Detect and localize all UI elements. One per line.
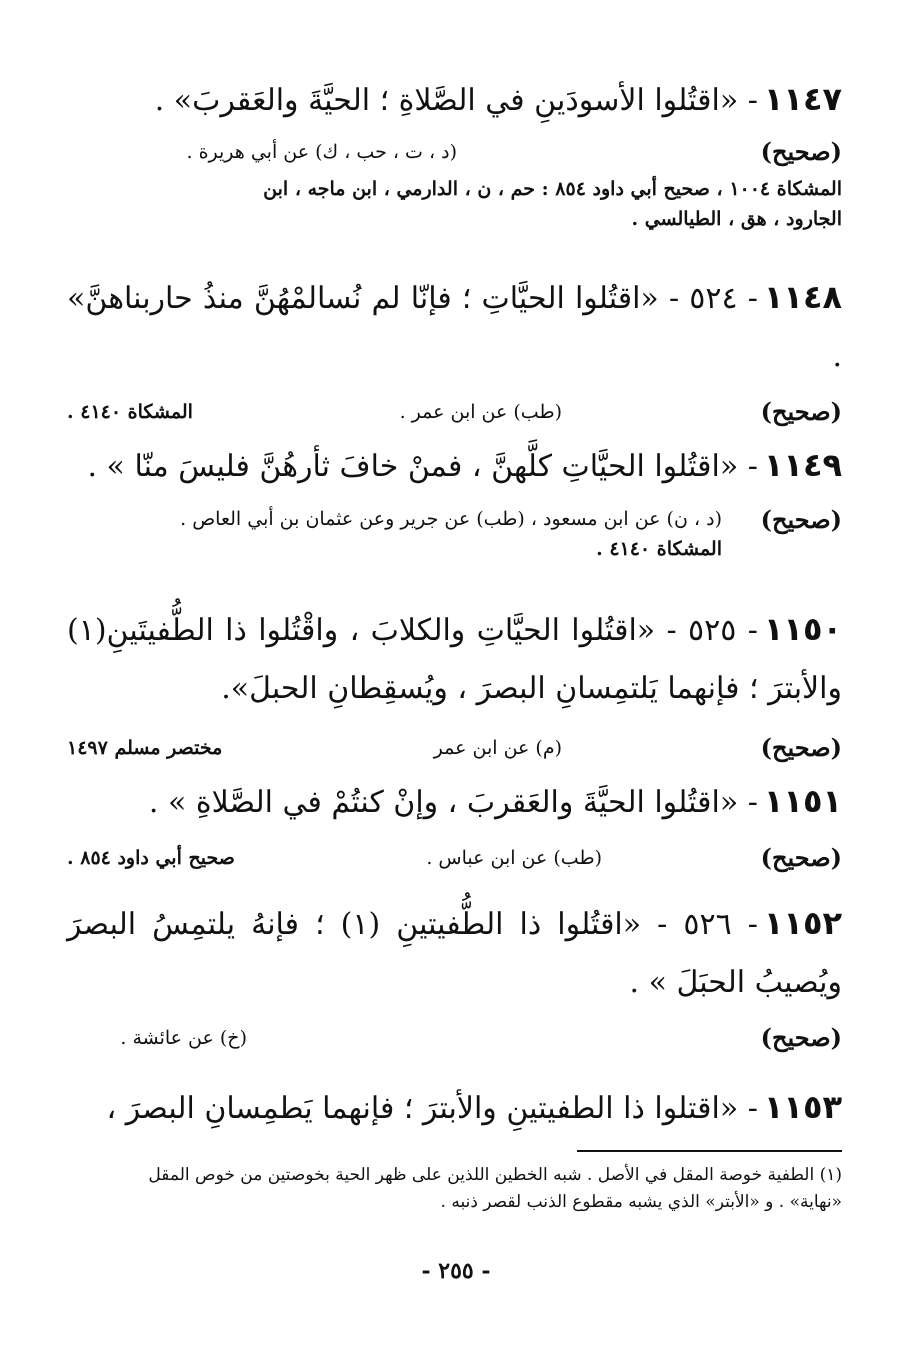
hadith-text: - ٥٢٤ - «اقتُلوا الحيَّاتِ ؛ فإنّا لم نُسالمْهُنَّ منذُ حاربناهنَّ» . — [67, 281, 842, 374]
grade-label: (صحيح) — [760, 843, 842, 872]
grade-label: (صحيح) — [760, 733, 842, 762]
hadith-entry — [67, 894, 842, 1060]
hadith-text: - «اقتُلوا الحيَّاتِ كلَّهنَّ ، فمنْ خافَ ثأرهُنَّ فليسَ منّا » . — [87, 449, 758, 484]
grade-row — [67, 730, 842, 770]
grade-label: (صحيح) — [760, 397, 842, 426]
hadith-number: ١١٥٣ — [763, 1088, 842, 1126]
hadith-entry — [67, 70, 842, 234]
grade-row — [67, 134, 842, 174]
source-citation: (طب) عن ابن عمر . — [399, 401, 562, 423]
grade-label: (صحيح) — [760, 137, 842, 166]
grade-label: (صحيح) — [760, 1023, 842, 1052]
footnote — [67, 1162, 842, 1216]
hadith-entry — [67, 436, 842, 564]
hadith-number: ١١٤٧ — [763, 80, 842, 118]
reference-citation: المشكاة ٤١٤٠ . — [67, 401, 193, 423]
hadith-number: ١١٤٨ — [763, 278, 842, 316]
grade-row — [67, 1020, 842, 1060]
hadith-number: ١١٥٢ — [763, 904, 842, 942]
footnote-divider — [577, 1150, 842, 1152]
reference-line: المشكاة ١٠٠٤ ، صحيح أبي داود ٨٥٤ : حم ، ن ، الدارمي ، ابن ماجه ، ابن — [263, 178, 842, 200]
hadith-text-line — [67, 894, 842, 1012]
grade-row — [67, 394, 842, 434]
hadith-text-line — [67, 268, 842, 386]
source-citation: (د ، ت ، حب ، ك) عن أبي هريرة . — [186, 141, 457, 163]
reference-line: الجارود ، هق ، الطيالسي . — [631, 208, 842, 230]
hadith-text: - «اقتلوا ذا الطفيتينِ والأبترَ ؛ فإنهما يَطمِسانِ البصرَ ، — [106, 1091, 758, 1126]
grade-row — [67, 840, 842, 880]
source-citation: (م) عن ابن عمر — [433, 737, 562, 759]
hadith-text: - «اقتُلوا الأسودَينِ في الصَّلاةِ ؛ الحيَّةَ والعَقربَ» . — [154, 83, 758, 118]
hadith-entry — [67, 772, 842, 880]
reference-citation: المشكاة ٤١٤٠ . — [596, 538, 722, 560]
hadith-number: ١١٥١ — [763, 782, 842, 820]
hadith-text-line — [67, 70, 842, 130]
grade-block — [67, 504, 842, 564]
reference-citation: مختصر مسلم ١٤٩٧ — [67, 737, 223, 759]
grade-label: (صحيح) — [760, 505, 842, 534]
reference-citation: صحيح أبي داود ٨٥٤ . — [67, 847, 235, 869]
hadith-number: ١١٤٩ — [763, 446, 842, 484]
hadith-text-line — [67, 772, 842, 832]
source-citation: (طب) عن ابن عباس . — [426, 847, 602, 869]
hadith-text: - «اقتُلوا الحيَّةَ والعَقربَ ، وإنْ كنتُمْ في الصَّلاةِ » . — [148, 785, 758, 820]
page-number: - ٢٥٥ - — [421, 1258, 491, 1284]
hadith-text-line — [67, 600, 842, 718]
source-citation: (خ) عن عائشة . — [120, 1027, 247, 1049]
source-citation: (د ، ن) عن ابن مسعود ، (طب) عن جرير وعن عثمان بن أبي العاص . — [180, 508, 722, 530]
hadith-text-line — [67, 436, 842, 496]
footnote-line: (١) الطفية خوصة المقل في الأصل . شبه الخطين اللذين على ظهر الحية بخوصتين من خوص المقل — [148, 1165, 842, 1185]
hadith-entry — [67, 268, 842, 434]
hadith-text: - ٥٢٦ - «اقتُلوا ذا الطُّفيتينِ (١) ؛ فإنهُ يلتمِسُ البصرَ ويُصيبُ الحبَلَ » . — [67, 907, 842, 1000]
hadith-entry — [67, 600, 842, 770]
hadith-number: ١١٥٠ — [763, 610, 842, 648]
footnote-line: «نهاية» . و «الأبتر» الذي يشبه مقطوع الذنب لقصر ذنبه . — [440, 1192, 842, 1212]
hadith-text-line — [67, 1078, 842, 1138]
hadith-entry — [67, 1078, 842, 1138]
hadith-text: - ٥٢٥ - «اقتُلوا الحيَّاتِ والكلابَ ، واقْتُلوا ذا الطُّفيتَينِ(١) والأبترَ ؛ فإنهما يَلتمِسانِ البصرَ ، ويُسقِطانِ الحبلَ». — [67, 613, 842, 706]
